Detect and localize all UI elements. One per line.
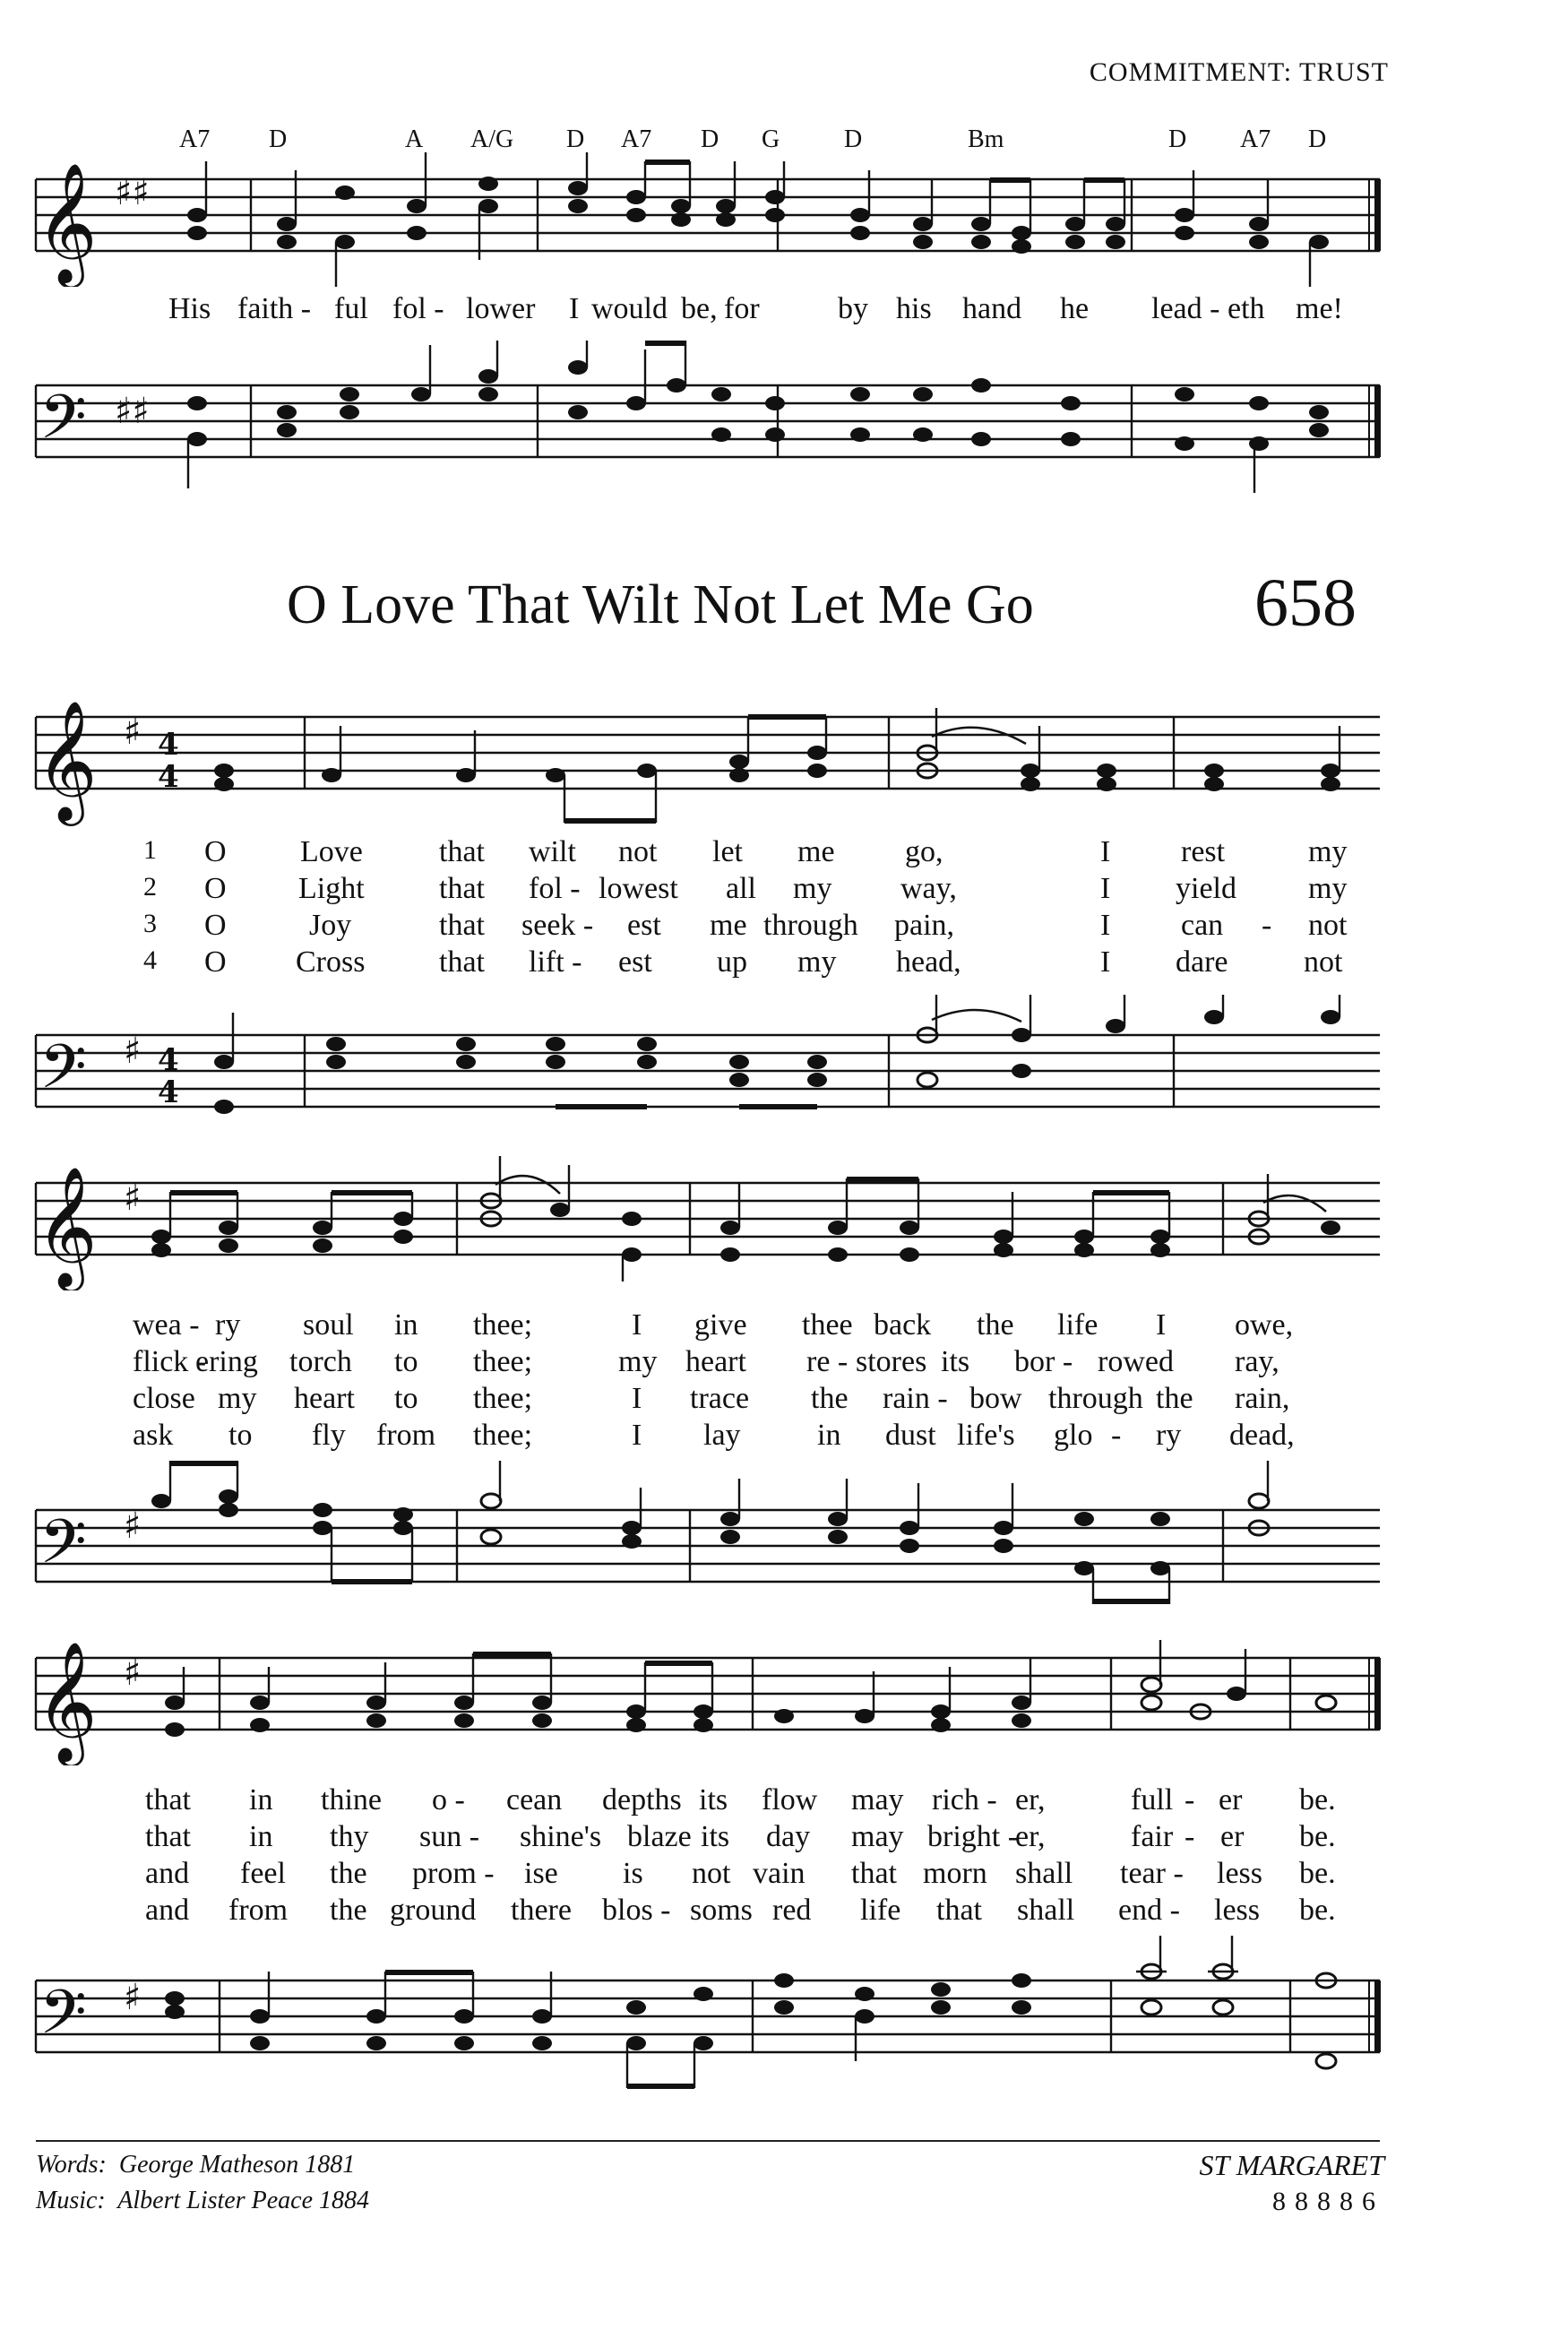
- bass-staff-top: [0, 341, 1568, 502]
- lyric-syllable: I: [632, 1308, 642, 1342]
- svg-text:𝄞: 𝄞: [36, 1166, 98, 1287]
- lyric-syllable: faith -: [237, 292, 312, 325]
- lyric-syllable: I: [632, 1419, 642, 1452]
- lyric-syllable: may: [851, 1820, 904, 1853]
- lyric-syllable: glo: [1054, 1419, 1093, 1452]
- svg-text:4: 4: [158, 1042, 179, 1078]
- lyric-syllable: seek -: [521, 909, 594, 942]
- lyric-syllable: end -: [1118, 1894, 1180, 1927]
- treble-staff-top: [0, 152, 1568, 287]
- lyric-syllable: thee: [802, 1308, 853, 1342]
- svg-text:𝄢: 𝄢: [39, 383, 87, 468]
- lyric-syllable: that: [439, 909, 485, 942]
- svg-text:♯: ♯: [124, 1178, 142, 1219]
- lyric-syllable: I: [1100, 835, 1111, 868]
- lyric-syllable: blos -: [602, 1894, 671, 1927]
- lyric-syllable: fair: [1131, 1820, 1174, 1853]
- lyric-syllable: ground: [390, 1894, 477, 1927]
- lyric-syllable: the: [811, 1382, 849, 1415]
- chord: Bm: [968, 125, 1004, 153]
- lyric-syllable: bow: [969, 1382, 1022, 1415]
- treble-staff-3: [0, 1613, 1568, 1765]
- lyric-syllable: in: [817, 1419, 841, 1452]
- lyric-line-v2-s3: [0, 1820, 1568, 1860]
- lyric-line-v3-s2: [0, 1382, 1568, 1421]
- lyric-syllable: its: [699, 1783, 728, 1817]
- lyric-syllable: me: [797, 835, 835, 868]
- lyric-syllable: thee;: [473, 1345, 533, 1378]
- lyric-syllable: give: [694, 1308, 747, 1342]
- lyric-syllable: full: [1131, 1783, 1174, 1817]
- lyric-syllable: less: [1217, 1857, 1262, 1890]
- chord: D: [844, 125, 863, 153]
- svg-text:𝄢: 𝄢: [39, 1978, 87, 2063]
- lyric-syllable: lead -: [1151, 292, 1220, 325]
- lyric-syllable: not: [1304, 945, 1343, 979]
- lyric-syllable: and: [145, 1894, 190, 1927]
- lyric-line-v1-s3: [0, 1783, 1568, 1823]
- svg-text:𝄞: 𝄞: [36, 1641, 98, 1762]
- lyric-syllable: blaze: [627, 1820, 692, 1853]
- bass-staff-1: [0, 995, 1568, 1129]
- lyric-syllable: Cross: [296, 945, 366, 979]
- chord: A7: [621, 125, 652, 153]
- words-credit: [36, 2151, 355, 2179]
- lyric-syllable: through: [763, 909, 858, 942]
- lyric-syllable: my: [618, 1345, 658, 1378]
- lyric-syllable: in: [249, 1820, 273, 1853]
- lyric-syllable: be.: [1299, 1894, 1336, 1927]
- lyric-syllable: feel: [240, 1857, 286, 1890]
- lyric-syllable: he: [1060, 292, 1090, 325]
- lyric-syllable: ful: [334, 292, 368, 325]
- lyric-syllable: that: [439, 945, 485, 979]
- lyric-syllable: flow: [762, 1783, 818, 1817]
- lyric-syllable: that: [851, 1857, 897, 1890]
- svg-text:♯♯: ♯♯: [115, 172, 150, 213]
- lyric-syllable: soul: [303, 1308, 354, 1342]
- lyric-syllable: rowed: [1098, 1345, 1174, 1378]
- lyric-syllable: prom -: [412, 1857, 495, 1890]
- lyric-syllable: Love: [300, 835, 363, 868]
- lyric-line-v2-s1: [0, 872, 1568, 911]
- lyric-syllable: depths: [602, 1783, 682, 1817]
- lyric-syllable: that: [145, 1783, 191, 1817]
- lyric-syllable: go,: [905, 835, 943, 868]
- lyric-syllable: life: [860, 1894, 901, 1927]
- lyric-syllable: rain,: [1235, 1382, 1290, 1415]
- lyric-syllable: I: [569, 292, 580, 325]
- lyric-syllable: vain: [753, 1857, 806, 1890]
- lyric-syllable: dare: [1176, 945, 1228, 979]
- svg-text:♯: ♯: [124, 1031, 142, 1072]
- lyric-syllable: bright -: [927, 1820, 1019, 1853]
- lyric-syllable: I: [1100, 872, 1111, 905]
- lyric-syllable: less: [1214, 1894, 1260, 1927]
- lyric-syllable: that: [145, 1820, 191, 1853]
- lyric-syllable: heart: [294, 1382, 355, 1415]
- lyric-syllable: I: [1156, 1308, 1167, 1342]
- lyric-syllable: red: [772, 1894, 812, 1927]
- svg-text:4: 4: [158, 727, 179, 763]
- lyric-syllable: eth: [1228, 292, 1265, 325]
- bass-staff-2: [0, 1461, 1568, 1604]
- lyric-line-v4-s1: [0, 945, 1568, 985]
- lyric-syllable: from: [228, 1894, 289, 1927]
- lyric-syllable: by: [838, 292, 868, 325]
- lyric-syllable: er,: [1015, 1820, 1046, 1853]
- lyric-syllable: heart: [685, 1345, 746, 1378]
- lyric-syllable: wilt: [529, 835, 576, 868]
- lyric-syllable: dead,: [1229, 1419, 1295, 1452]
- lyric-line-v3-s1: [0, 909, 1568, 948]
- lyric-syllable: be.: [1299, 1820, 1336, 1853]
- lyric-syllable: O: [204, 835, 227, 868]
- lyric-syllable: trace: [690, 1382, 750, 1415]
- lyric-syllable: yield: [1176, 872, 1236, 905]
- lyric-syllable: the: [330, 1857, 367, 1890]
- chord: A/G: [470, 125, 514, 153]
- lyric-syllable: I: [632, 1382, 642, 1415]
- lyric-syllable: fol -: [392, 292, 444, 325]
- lyric-syllable: back: [874, 1308, 932, 1342]
- svg-text:♯: ♯: [124, 1506, 142, 1547]
- treble-staff-2: [0, 1138, 1568, 1290]
- lyric-syllable: in: [394, 1308, 418, 1342]
- lyric-syllable: that: [439, 872, 485, 905]
- hymn-title: O Love That Wilt Not Let Me Go: [287, 574, 1034, 635]
- lyric-syllable: er: [1219, 1783, 1243, 1817]
- svg-text:♯: ♯: [124, 1977, 142, 2018]
- lyric-syllable: o -: [432, 1783, 465, 1817]
- lyric-syllable: Joy: [309, 909, 352, 942]
- verse-number: 1: [143, 835, 157, 865]
- lyric-syllable: O: [204, 945, 227, 979]
- lyric-syllable: is: [623, 1857, 643, 1890]
- lyric-syllable: bor -: [1014, 1345, 1073, 1378]
- svg-text:𝄞: 𝄞: [36, 162, 98, 283]
- lyric-syllable: thy: [330, 1820, 369, 1853]
- lyric-line-v4-s3: [0, 1894, 1568, 1933]
- lyric-syllable: thee;: [473, 1382, 533, 1415]
- lyric-syllable: tear -: [1120, 1857, 1184, 1890]
- lyric-syllable: fol -: [529, 872, 581, 905]
- lyric-syllable: shall: [1015, 1857, 1073, 1890]
- lyric-syllable: fly: [312, 1419, 346, 1452]
- lyric-syllable: ry: [1156, 1419, 1182, 1452]
- lyric-syllable: rain -: [883, 1382, 948, 1415]
- lyric-syllable: pain,: [894, 909, 955, 942]
- hymn-number: 658: [1254, 565, 1357, 641]
- lyric-syllable: be,: [681, 292, 718, 325]
- lyric-line-v3-s3: [0, 1857, 1568, 1896]
- lyric-line-v2-s2: [0, 1345, 1568, 1385]
- lyric-syllable: my: [1308, 835, 1348, 868]
- svg-text:𝄞: 𝄞: [36, 700, 98, 821]
- lyric-syllable: the: [977, 1308, 1014, 1342]
- lyric-syllable: torch: [289, 1345, 352, 1378]
- lyric-syllable: be.: [1299, 1857, 1336, 1890]
- lyric-syllable: can: [1181, 909, 1224, 942]
- verse-number: 4: [143, 945, 157, 975]
- lyric-syllable: O: [204, 872, 227, 905]
- lyric-syllable: owe,: [1235, 1308, 1294, 1342]
- lyric-syllable: through: [1048, 1382, 1143, 1415]
- lyric-syllable: -: [1262, 909, 1272, 942]
- lyric-syllable: stores: [856, 1345, 927, 1378]
- svg-text:♯: ♯: [124, 1653, 142, 1694]
- lyric-syllable: ise: [524, 1857, 558, 1890]
- lyric-syllable: for: [724, 292, 760, 325]
- lyric-syllable: me!: [1296, 292, 1343, 325]
- lyric-line-v1-s1: [0, 835, 1568, 875]
- chord: A7: [179, 125, 211, 153]
- lyric-syllable: not: [692, 1857, 731, 1890]
- lyric-syllable: est: [627, 909, 661, 942]
- lyric-syllable: his: [896, 292, 932, 325]
- lyric-syllable: and: [145, 1857, 190, 1890]
- lyric-syllable: rest: [1181, 835, 1226, 868]
- lyric-syllable: to: [394, 1382, 418, 1415]
- lyric-syllable: cean: [506, 1783, 563, 1817]
- lyric-syllable: life's: [957, 1419, 1015, 1452]
- lyric-syllable: -: [1111, 1419, 1122, 1452]
- meter: 88886: [1272, 2187, 1384, 2216]
- lyric-syllable: O: [204, 909, 227, 942]
- lyric-syllable: close: [133, 1382, 195, 1415]
- lyric-syllable: my: [218, 1382, 257, 1415]
- lyric-syllable: be.: [1299, 1783, 1336, 1817]
- lyric-syllable: ering: [195, 1345, 258, 1378]
- lyric-syllable: the: [1156, 1382, 1193, 1415]
- lyric-syllable: lift -: [529, 945, 582, 979]
- lyric-syllable: its: [941, 1345, 970, 1378]
- lyric-syllable: the: [330, 1894, 367, 1927]
- lyric-syllable: His: [168, 292, 211, 325]
- words-label: Words:: [36, 2151, 107, 2179]
- lyric-syllable: -: [1185, 1783, 1195, 1817]
- svg-text:♯: ♯: [124, 712, 142, 753]
- tune-name: ST MARGARET: [1199, 2149, 1384, 2181]
- lyric-syllable: er,: [1015, 1783, 1046, 1817]
- lyric-syllable: all: [726, 872, 756, 905]
- lyric-syllable: est: [618, 945, 652, 979]
- lyric-syllable: way,: [900, 872, 957, 905]
- verse-number: 2: [143, 872, 157, 902]
- lyric-syllable: re -: [806, 1345, 849, 1378]
- lyric-syllable: flick -: [133, 1345, 207, 1378]
- chord: D: [1168, 125, 1187, 153]
- lyric-syllable: ry: [215, 1308, 241, 1342]
- lyric-syllable: in: [249, 1783, 273, 1817]
- lyric-line-v4-s2: [0, 1419, 1568, 1458]
- lyric-syllable: ray,: [1235, 1345, 1279, 1378]
- lyric-line-v1-s2: [0, 1308, 1568, 1348]
- lyric-syllable: lower: [466, 292, 536, 325]
- lyric-syllable: ask: [133, 1419, 174, 1452]
- chord: A: [405, 125, 424, 153]
- lyric-syllable: thee;: [473, 1419, 533, 1452]
- chord: D: [566, 125, 585, 153]
- lyric-syllable: my: [1308, 872, 1348, 905]
- lyric-syllable: life: [1057, 1308, 1098, 1342]
- footer-divider: [36, 2140, 1380, 2142]
- music-composer: Albert Lister Peace 1884: [117, 2187, 369, 2214]
- lyric-syllable: from: [376, 1419, 436, 1452]
- lyric-syllable: shine's: [520, 1820, 602, 1853]
- words-author: George Matheson 1881: [118, 2151, 356, 2179]
- lyric-syllable: er: [1220, 1820, 1245, 1853]
- lyric-syllable: soms: [690, 1894, 753, 1927]
- lyric-syllable: its: [701, 1820, 730, 1853]
- verse-number: 3: [143, 909, 157, 938]
- lyric-syllable: I: [1100, 909, 1111, 942]
- lyric-syllable: up: [717, 945, 747, 979]
- lyric-syllable: sun -: [419, 1820, 480, 1853]
- lyric-syllable: there: [511, 1894, 572, 1927]
- svg-text:4: 4: [158, 759, 179, 795]
- lyric-syllable: my: [793, 872, 832, 905]
- lyric-syllable: my: [797, 945, 837, 979]
- lyric-syllable: thee;: [473, 1308, 533, 1342]
- lyric-syllable: would: [591, 292, 668, 325]
- lyric-syllable: that: [936, 1894, 982, 1927]
- lyric-syllable: day: [766, 1820, 811, 1853]
- lyric-syllable: morn: [923, 1857, 987, 1890]
- lyric-syllable: lay: [703, 1419, 741, 1452]
- lyric-syllable: to: [394, 1345, 418, 1378]
- lyric-syllable: not: [1308, 909, 1348, 942]
- music-label: Music:: [36, 2187, 106, 2214]
- chord: G: [762, 125, 780, 153]
- lyric-syllable: wea -: [133, 1308, 200, 1342]
- lyric-syllable: dust: [885, 1419, 936, 1452]
- lyric-syllable: to: [228, 1419, 253, 1452]
- chord: D: [269, 125, 288, 153]
- chord: D: [701, 125, 719, 153]
- lyric-syllable: hand: [962, 292, 1022, 325]
- svg-text:♯♯: ♯♯: [115, 391, 150, 432]
- lyric-syllable: thine: [321, 1783, 382, 1817]
- lyric-syllable: I: [1100, 945, 1111, 979]
- svg-text:4: 4: [158, 1074, 179, 1110]
- lyric-syllable: that: [439, 835, 485, 868]
- section-category: COMMITMENT: TRUST: [1089, 57, 1389, 87]
- lyric-syllable: not: [618, 835, 658, 868]
- svg-text:𝄢: 𝄢: [39, 1032, 87, 1118]
- lyric-syllable: head,: [896, 945, 961, 979]
- chord: A7: [1240, 125, 1271, 153]
- svg-text:𝄢: 𝄢: [39, 1507, 87, 1592]
- lyric-syllable: may: [851, 1783, 904, 1817]
- lyric-syllable: -: [1185, 1820, 1195, 1853]
- lyric-syllable: Light: [298, 872, 365, 905]
- bass-staff-3: [0, 1936, 1568, 2097]
- lyric-syllable: lowest: [599, 872, 678, 905]
- lyric-line-top: [0, 292, 1568, 332]
- lyric-syllable: rich -: [932, 1783, 997, 1817]
- lyric-syllable: let: [712, 835, 743, 868]
- music-credit: [36, 2187, 369, 2215]
- lyric-syllable: shall: [1017, 1894, 1075, 1927]
- lyric-syllable: me: [710, 909, 747, 942]
- treble-staff-1: [0, 672, 1568, 833]
- chord: D: [1308, 125, 1327, 153]
